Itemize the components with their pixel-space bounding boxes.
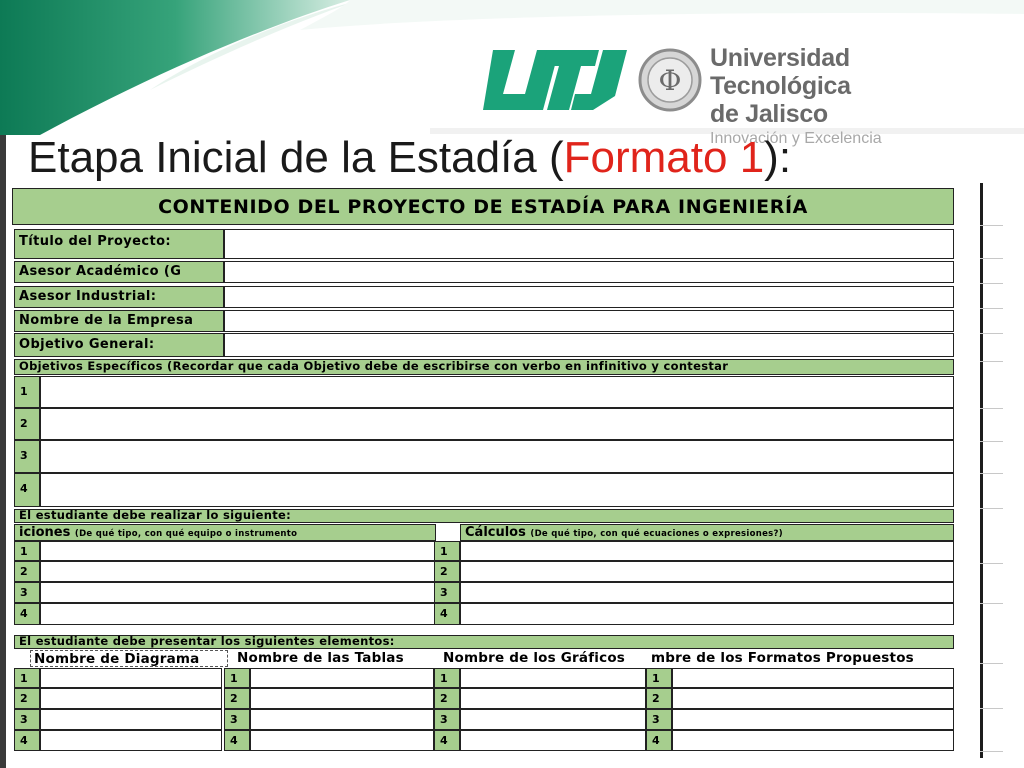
mediciones-header	[14, 524, 436, 541]
medicion-input[interactable]	[40, 561, 436, 582]
objective-number: 2	[14, 408, 40, 440]
element-number: 4	[14, 730, 40, 751]
task-number: 2	[434, 561, 460, 582]
objective-number: 4	[14, 473, 40, 507]
element-number: 2	[646, 688, 672, 709]
medicion-input[interactable]	[40, 582, 436, 603]
element-number: 1	[224, 668, 250, 688]
table-input[interactable]	[250, 668, 434, 688]
grid-line	[980, 603, 1003, 604]
logo-line-1: Universidad Tecnológica	[710, 44, 851, 100]
field-label-general-objective: Objetivo General:	[14, 333, 224, 357]
field-input-industrial-advisor[interactable]	[224, 286, 954, 308]
element-number: 1	[646, 668, 672, 688]
grid-line	[980, 408, 1003, 409]
medicion-input[interactable]	[40, 541, 436, 561]
task-number: 1	[434, 541, 460, 561]
objective-input[interactable]	[40, 440, 954, 473]
column-header-formats: mbre de los Formatos Propuestos	[651, 650, 914, 666]
chart-input[interactable]	[460, 730, 646, 751]
field-input-company-name[interactable]	[224, 310, 954, 332]
objective-input[interactable]	[40, 473, 954, 507]
grid-line	[980, 308, 1003, 309]
diagram-input[interactable]	[40, 688, 222, 709]
element-number: 3	[14, 709, 40, 730]
slide-title-end: ):	[764, 133, 792, 182]
diagram-input[interactable]	[40, 668, 222, 688]
chart-input[interactable]	[460, 709, 646, 730]
grid-line	[980, 333, 1003, 334]
objective-input[interactable]	[40, 408, 954, 440]
table-input[interactable]	[250, 730, 434, 751]
grid-line	[980, 708, 1003, 709]
objective-input[interactable]	[40, 376, 954, 408]
element-number: 3	[434, 709, 460, 730]
column-header-diagrams[interactable]: Nombre de Diagrama	[30, 650, 228, 667]
calculos-label: Cálculos	[465, 525, 526, 540]
objective-number: 1	[14, 376, 40, 408]
calculos-header	[460, 524, 954, 541]
task-number: 4	[434, 603, 460, 625]
student-tasks-header: El estudiante debe realizar lo siguiente:	[14, 509, 954, 523]
utj-logo-icon	[475, 48, 635, 112]
element-number: 1	[434, 668, 460, 688]
task-number: 3	[434, 582, 460, 603]
task-number: 4	[14, 603, 40, 625]
format-input[interactable]	[672, 688, 954, 709]
field-input-academic-advisor[interactable]	[224, 261, 954, 283]
objective-number: 3	[14, 440, 40, 473]
logo-line-2: de Jalisco	[710, 100, 828, 128]
sheet-right-border	[980, 183, 983, 758]
chart-input[interactable]	[460, 668, 646, 688]
logo-tagline: Innovación y Excelencia	[710, 130, 882, 147]
mediciones-label: iciones	[19, 525, 71, 540]
grid-line	[980, 563, 1003, 564]
slide-title	[28, 128, 791, 188]
element-number: 4	[646, 730, 672, 751]
diagram-input[interactable]	[40, 730, 222, 751]
format-input[interactable]	[672, 730, 954, 751]
grid-line	[980, 361, 1003, 362]
objectives-header: Objetivos Específicos (Recordar que cada Objetivo debe de escribirse con verbo en infinitivo y contestar	[14, 359, 954, 375]
form-heading: CONTENIDO DEL PROYECTO DE ESTADÍA PARA INGENIERÍA	[12, 188, 954, 225]
format-input[interactable]	[672, 709, 954, 730]
grid-line	[980, 283, 1003, 284]
slide-title-highlight: Formato 1	[563, 133, 765, 182]
element-number: 3	[224, 709, 250, 730]
diagram-input[interactable]	[40, 709, 222, 730]
element-number: 4	[434, 730, 460, 751]
task-number: 2	[14, 561, 40, 582]
grid-line	[980, 751, 1003, 752]
element-number: 3	[646, 709, 672, 730]
grid-line	[980, 508, 1003, 509]
calculo-input[interactable]	[460, 582, 954, 603]
field-label-company-name: Nombre de la Empresa	[14, 310, 224, 332]
elements-header: El estudiante debe presentar los siguientes elementos:	[14, 635, 954, 649]
grid-line	[980, 473, 1003, 474]
element-number: 4	[224, 730, 250, 751]
calculos-note: (De qué tipo, con qué ecuaciones o expresiones?)	[530, 529, 783, 539]
task-number: 1	[14, 541, 40, 561]
table-input[interactable]	[250, 709, 434, 730]
element-number: 2	[14, 688, 40, 709]
task-number: 3	[14, 582, 40, 603]
university-logo	[475, 40, 995, 147]
element-number: 2	[224, 688, 250, 709]
grid-line	[980, 225, 1003, 226]
element-number: 1	[14, 668, 40, 688]
mediciones-note: (De qué tipo, con qué equipo o instrumento	[74, 529, 298, 539]
calculo-input[interactable]	[460, 561, 954, 582]
slide-title-start: Etapa Inicial de la Estadía (	[28, 133, 564, 182]
chart-input[interactable]	[460, 688, 646, 709]
calculo-input[interactable]	[460, 603, 954, 625]
table-input[interactable]	[250, 688, 434, 709]
field-input-title[interactable]	[224, 229, 954, 259]
element-number: 2	[434, 688, 460, 709]
svg-text:Φ: Φ	[658, 64, 682, 97]
field-label-academic-advisor: Asesor Académico (G	[14, 261, 224, 283]
field-label-title: Título del Proyecto:	[14, 229, 224, 259]
university-seal-icon	[638, 48, 702, 112]
field-input-general-objective[interactable]	[224, 333, 954, 357]
field-label-industrial-advisor: Asesor Industrial:	[14, 286, 224, 308]
grid-line	[980, 258, 1003, 259]
calculo-input[interactable]	[460, 541, 954, 561]
medicion-input[interactable]	[40, 603, 436, 625]
format-input[interactable]	[672, 668, 954, 688]
column-header-charts: Nombre de los Gráficos	[440, 650, 648, 667]
grid-line	[980, 441, 1003, 442]
column-header-tables: Nombre de las Tablas	[234, 650, 440, 667]
form-sheet	[8, 183, 1003, 768]
